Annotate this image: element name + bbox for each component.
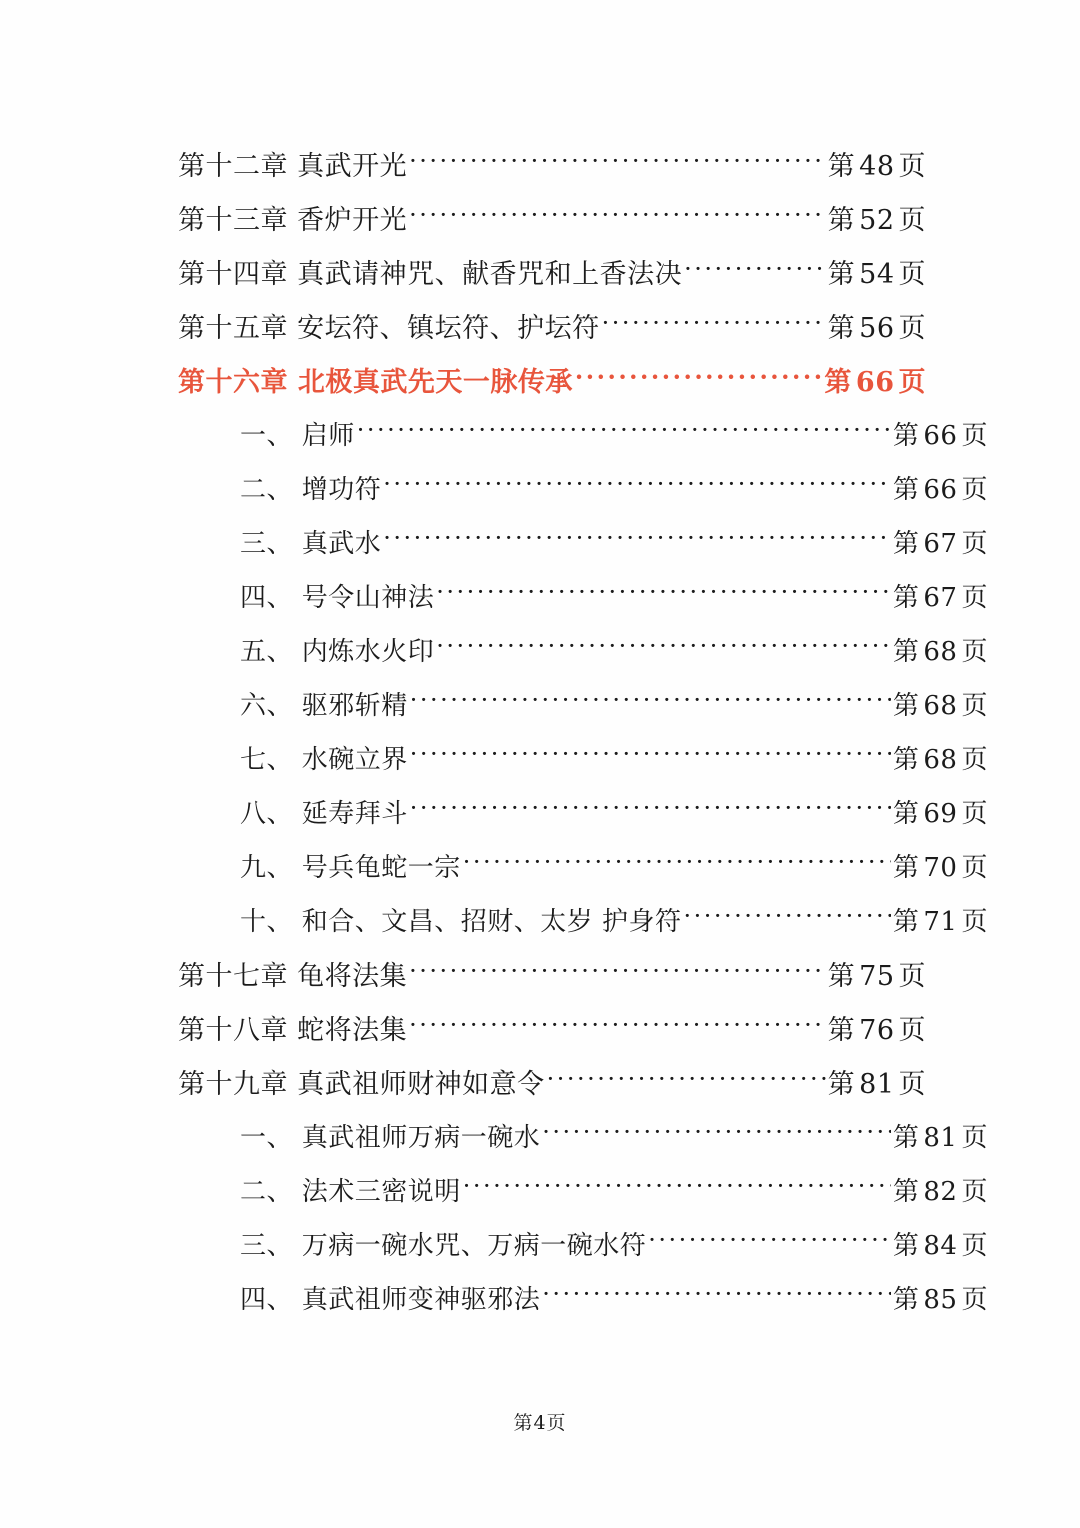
toc-entry-title: 九、 号兵龟蛇一宗 bbox=[240, 853, 461, 883]
toc-entry-page: 第 81 页 bbox=[892, 1123, 988, 1153]
toc-entry-page: 第 54 页 bbox=[827, 259, 926, 290]
toc-entry[interactable] bbox=[178, 364, 926, 418]
toc-entry-title: 八、 延寿拜斗 bbox=[240, 799, 408, 829]
table-of-contents bbox=[178, 148, 988, 1336]
toc-entry[interactable] bbox=[178, 202, 926, 256]
toc-entry-title: 四、 号令山神法 bbox=[240, 583, 435, 613]
toc-entry[interactable] bbox=[178, 580, 988, 634]
toc-entry[interactable] bbox=[178, 1120, 988, 1174]
toc-entry-title: 第十八章 蛇将法集 bbox=[178, 1015, 408, 1046]
page-number-footer: 第4页 bbox=[513, 1412, 567, 1434]
toc-entry[interactable] bbox=[178, 634, 988, 688]
toc-leader-dots bbox=[357, 418, 891, 444]
toc-entry[interactable] bbox=[178, 472, 988, 526]
toc-entry-title: 一、 启师 bbox=[240, 421, 355, 451]
toc-entry-page-number: 68 bbox=[923, 745, 958, 775]
toc-leader-dots bbox=[436, 580, 891, 606]
toc-entry-title: 第十二章 真武开光 bbox=[178, 151, 408, 182]
toc-entry[interactable] bbox=[178, 148, 926, 202]
toc-entry-page-number: 68 bbox=[923, 637, 958, 667]
toc-entry-title: 七、 水碗立界 bbox=[240, 745, 408, 775]
toc-entry-page-number: 54 bbox=[859, 259, 895, 290]
toc-leader-dots bbox=[575, 364, 823, 391]
toc-leader-dots bbox=[547, 1066, 826, 1093]
toc-leader-dots bbox=[436, 634, 891, 660]
toc-entry[interactable] bbox=[178, 1012, 926, 1066]
toc-entry-page-number: 81 bbox=[923, 1123, 958, 1153]
toc-entry-page: 第 56 页 bbox=[827, 313, 926, 344]
toc-entry-page: 第 81 页 bbox=[827, 1069, 926, 1100]
toc-leader-dots bbox=[684, 904, 891, 930]
toc-leader-dots bbox=[602, 310, 826, 337]
toc-entry-page-number: 82 bbox=[923, 1177, 958, 1207]
toc-entry-page: 第 76 页 bbox=[827, 1015, 926, 1046]
toc-entry[interactable] bbox=[178, 1066, 926, 1120]
toc-leader-dots bbox=[648, 1228, 891, 1254]
toc-leader-dots bbox=[409, 1012, 826, 1039]
toc-entry-title: 第十四章 真武请神咒、献香咒和上香法决 bbox=[178, 259, 683, 290]
toc-entry[interactable] bbox=[178, 256, 926, 310]
toc-entry-page: 第 67 页 bbox=[892, 529, 988, 559]
toc-entry-page: 第 70 页 bbox=[892, 853, 988, 883]
toc-entry-page: 第 68 页 bbox=[892, 691, 988, 721]
toc-entry-page-number: 48 bbox=[859, 151, 895, 182]
toc-entry[interactable] bbox=[178, 310, 926, 364]
toc-entry-title: 三、 真武水 bbox=[240, 529, 382, 559]
toc-entry-page-number: 70 bbox=[923, 853, 958, 883]
toc-entry-page: 第 66 页 bbox=[892, 421, 988, 451]
toc-entry[interactable] bbox=[178, 1282, 988, 1336]
toc-entry[interactable] bbox=[178, 904, 988, 958]
toc-entry-page-number: 76 bbox=[859, 1015, 895, 1046]
toc-entry[interactable] bbox=[178, 418, 988, 472]
toc-leader-dots bbox=[410, 796, 891, 822]
toc-entry-page: 第 66 页 bbox=[892, 475, 988, 505]
toc-entry[interactable] bbox=[178, 526, 988, 580]
toc-entry-page: 第 67 页 bbox=[892, 583, 988, 613]
toc-entry-page-number: 56 bbox=[859, 313, 895, 344]
toc-leader-dots bbox=[542, 1282, 891, 1308]
toc-entry-page: 第 48 页 bbox=[827, 151, 926, 182]
toc-entry-page-number: 84 bbox=[923, 1231, 958, 1261]
toc-entry-title: 六、 驱邪斩精 bbox=[240, 691, 408, 721]
toc-entry-page-number: 71 bbox=[923, 907, 958, 937]
toc-entry-page: 第 75 页 bbox=[827, 961, 926, 992]
toc-entry-page-number: 75 bbox=[859, 961, 895, 992]
toc-entry-page-number: 52 bbox=[859, 205, 895, 236]
toc-entry-title: 四、 真武祖师变神驱邪法 bbox=[240, 1285, 541, 1315]
toc-entry[interactable] bbox=[178, 958, 926, 1012]
toc-leader-dots bbox=[410, 688, 891, 714]
toc-leader-dots bbox=[383, 472, 891, 498]
toc-entry-page: 第 84 页 bbox=[892, 1231, 988, 1261]
toc-entry-page: 第 52 页 bbox=[827, 205, 926, 236]
toc-entry-page-number: 67 bbox=[923, 583, 958, 613]
toc-leader-dots bbox=[463, 1174, 891, 1200]
toc-entry-page: 第 66 页 bbox=[824, 367, 926, 398]
toc-leader-dots bbox=[684, 256, 826, 283]
toc-entry-page-number: 81 bbox=[859, 1069, 895, 1100]
toc-entry-page: 第 71 页 bbox=[892, 907, 988, 937]
toc-entry[interactable] bbox=[178, 688, 988, 742]
toc-leader-dots bbox=[410, 742, 891, 768]
toc-leader-dots bbox=[383, 526, 891, 552]
toc-entry-page-number: 66 bbox=[923, 475, 958, 505]
toc-entry[interactable] bbox=[178, 796, 988, 850]
toc-entry-page-number: 67 bbox=[923, 529, 958, 559]
toc-entry-title: 二、 增功符 bbox=[240, 475, 382, 505]
toc-entry-title: 五、 内炼水火印 bbox=[240, 637, 435, 667]
toc-entry-page: 第 82 页 bbox=[892, 1177, 988, 1207]
toc-entry-title: 第十七章 龟将法集 bbox=[178, 961, 408, 992]
toc-entry-title: 第十三章 香炉开光 bbox=[178, 205, 408, 236]
toc-entry-page: 第 68 页 bbox=[892, 637, 988, 667]
toc-entry-page: 第 69 页 bbox=[892, 799, 988, 829]
toc-entry-page-number: 85 bbox=[923, 1285, 958, 1315]
toc-entry-page-number: 69 bbox=[923, 799, 958, 829]
toc-leader-dots bbox=[409, 148, 826, 175]
toc-entry-title: 第十九章 真武祖师财神如意令 bbox=[178, 1069, 545, 1100]
toc-leader-dots bbox=[463, 850, 891, 876]
toc-entry[interactable] bbox=[178, 850, 988, 904]
toc-entry-title: 二、 法术三密说明 bbox=[240, 1177, 461, 1207]
toc-entry-page: 第 85 页 bbox=[892, 1285, 988, 1315]
toc-entry-title: 第十五章 安坛符、镇坛符、护坛符 bbox=[178, 313, 600, 344]
toc-leader-dots bbox=[409, 958, 826, 985]
toc-entry-page-number: 66 bbox=[923, 421, 958, 451]
toc-entry-page: 第 68 页 bbox=[892, 745, 988, 775]
toc-entry[interactable] bbox=[178, 742, 988, 796]
toc-entry-title: 第十六章 北极真武先天一脉传承 bbox=[178, 367, 573, 398]
toc-entry-title: 十、 和合、文昌、招财、太岁 护身符 bbox=[240, 907, 682, 937]
toc-entry-page-number: 68 bbox=[923, 691, 958, 721]
toc-entry-title: 三、 万病一碗水咒、万病一碗水符 bbox=[240, 1231, 647, 1261]
toc-leader-dots bbox=[542, 1120, 891, 1146]
toc-entry-page-number: 66 bbox=[855, 367, 895, 398]
toc-entry[interactable] bbox=[178, 1228, 988, 1282]
toc-entry-title: 一、 真武祖师万病一碗水 bbox=[240, 1123, 541, 1153]
toc-entry[interactable] bbox=[178, 1174, 988, 1228]
toc-leader-dots bbox=[409, 202, 826, 229]
